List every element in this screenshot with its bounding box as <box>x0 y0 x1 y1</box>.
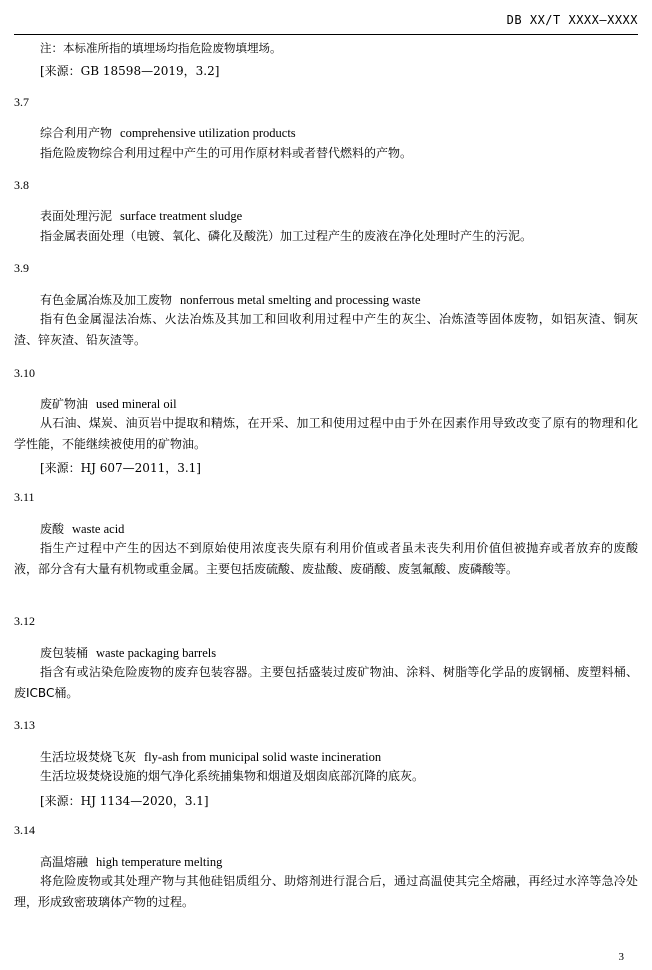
term-number: 3.7 <box>14 95 29 109</box>
term-number: 3.8 <box>14 178 29 192</box>
term-zh: 表面处理污泥 <box>40 209 113 223</box>
term-title <box>40 207 242 224</box>
note-source: [来源：GB 18598—2019，3.2] <box>40 64 220 78</box>
term-number: 3.13 <box>14 718 35 732</box>
term-title <box>40 748 381 765</box>
term-source: [来源：HJ 607—2011，3.1] <box>40 461 201 475</box>
term-zh: 废矿物油 <box>40 397 89 411</box>
term-zh: 生活垃圾焚烧飞灰 <box>40 750 137 764</box>
term-en: surface treatment sludge <box>120 209 243 223</box>
term-title <box>40 124 296 141</box>
term-definition: 指有色金属湿法冶炼、火法冶炼及其加工和回收利用过程中产生的灰尘、冶炼渣等固体废物，如铝灰渣、铜灰渣、锌灰渣、铅灰渣等。 <box>14 312 638 347</box>
header-divider <box>14 34 638 35</box>
term-definition: 指生产过程中产生的因达不到原始使用浓度丧失原有利用价值或者虽未丧失利用价值但被抛弃或者放弃的废酸液，部分含有大量有机物或重金属。主要包括废硫酸、废盐酸、废硝酸、废氢氟酸、废磷酸等。 <box>14 541 638 576</box>
term-title <box>40 395 177 412</box>
page-number: 3 <box>618 951 624 963</box>
term-definition: 将危险废物或其处理产物与其他硅铝质组分、助熔剂进行混合后，通过高温使其完全熔融，再经过水淬等急冷处理，形成致密玻璃体产物的过程。 <box>14 874 638 909</box>
term-zh: 废酸 <box>40 522 65 536</box>
term-en: fly-ash from municipal solid waste incineration <box>144 750 382 764</box>
term-definition: 指含有或沾染危险废物的废弃包装容器。主要包括盛装过废矿物油、涂料、树脂等化学品的废钢桶、废塑料桶、废ICBC桶。 <box>14 665 638 700</box>
term-definition: 从石油、煤炭、油页岩中提取和精炼，在开采、加工和使用过程中由于外在因素作用导致改变了原有的物理和化学性能，不能继续被使用的矿物油。 <box>14 416 638 451</box>
term-en: waste acid <box>72 522 125 536</box>
term-number: 3.14 <box>14 823 35 837</box>
term-number: 3.10 <box>14 366 35 380</box>
term-zh: 废包装桶 <box>40 646 89 660</box>
term-definition: 指危险废物综合利用过程中产生的可用作原材料或者替代燃料的产物。 <box>40 146 413 160</box>
term-title <box>40 644 216 661</box>
term-title <box>40 853 222 870</box>
term-title <box>40 291 421 308</box>
term-en: comprehensive utilization products <box>120 126 296 140</box>
term-en: waste packaging barrels <box>96 646 217 660</box>
term-number: 3.12 <box>14 614 35 628</box>
term-source: [来源：HJ 1134—2020，3.1] <box>40 794 209 808</box>
term-number: 3.11 <box>14 490 35 504</box>
term-definition: 生活垃圾焚烧设施的烟气净化系统捕集物和烟道及烟囱底部沉降的底灰。 <box>40 769 425 783</box>
term-zh: 高温熔融 <box>40 855 89 869</box>
term-en: high temperature melting <box>96 855 223 869</box>
term-zh: 有色金属冶炼及加工废物 <box>40 293 173 307</box>
term-en: nonferrous metal smelting and processing waste <box>180 293 421 307</box>
note-text: 注：本标准所指的填埋场均指危险废物填埋场。 <box>40 41 282 55</box>
term-title <box>40 520 124 537</box>
term-en: used mineral oil <box>96 397 177 411</box>
term-definition: 指金属表面处理（电镀、氧化、磷化及酸洗）加工过程产生的废液在净化处理时产生的污泥。 <box>40 229 533 243</box>
term-number: 3.9 <box>14 261 29 275</box>
term-zh: 综合利用产物 <box>40 126 113 140</box>
standard-code: DB XX/T XXXX—XXXX <box>506 13 638 27</box>
